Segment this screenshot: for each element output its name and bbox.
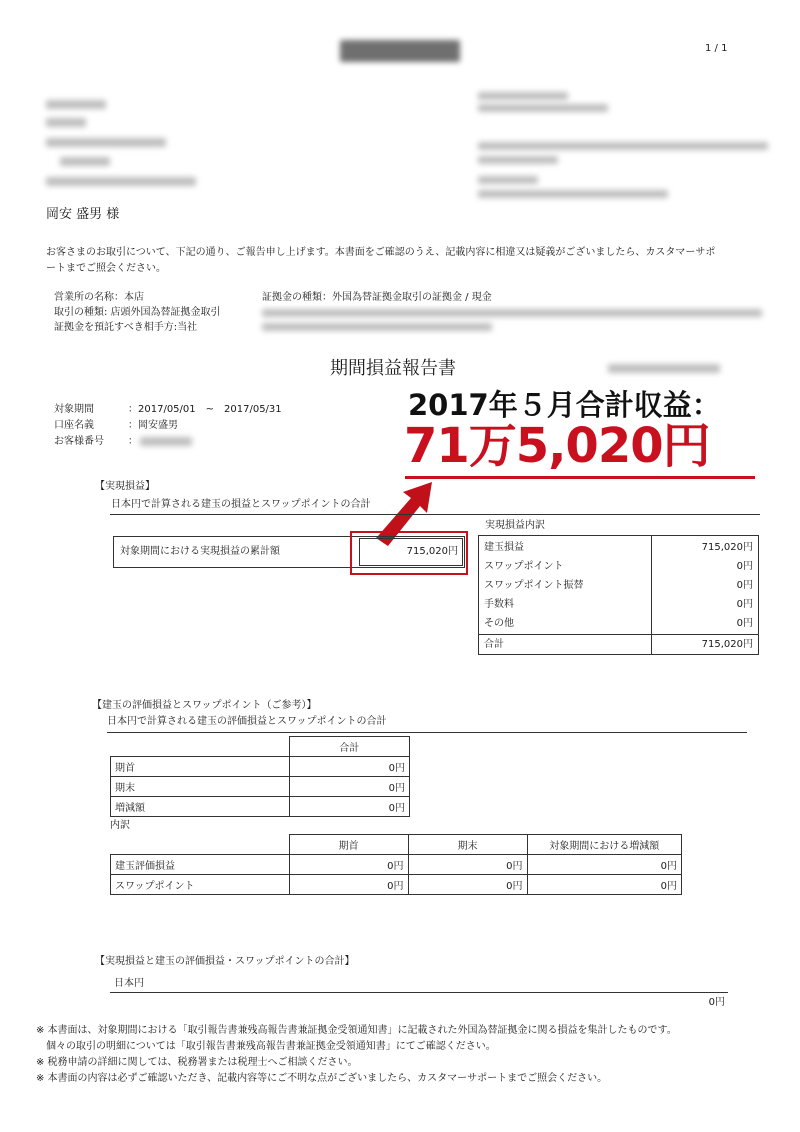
breakdown-total-line bbox=[478, 634, 759, 635]
valuation-detail-table bbox=[110, 834, 682, 895]
breakdown-value: 0円 bbox=[736, 580, 753, 591]
valuation-detail-title: 内訳 bbox=[110, 820, 130, 831]
blurred-logo bbox=[340, 40, 460, 62]
note-line: ※ 本書面の内容は必ずご確認いただき、記載内容等にご不明な点がございましたら、カスタマーサポートまでご照会ください。 bbox=[36, 1073, 608, 1084]
valuation-subtitle: 日本円で計算される建玉の評価損益とスワップポイントの合計 bbox=[107, 716, 387, 727]
breakdown-value: 0円 bbox=[736, 599, 753, 610]
margin-type: 証拠金の種類：外国為替証拠金取引の証拠金 / 現金 bbox=[262, 292, 492, 303]
note-line: ※ 税務申請の詳細に関しては、税務署または税理士へご相談ください。 bbox=[36, 1057, 358, 1068]
combined-value: 0円 bbox=[708, 997, 725, 1008]
valuation-section-title: 【建玉の評価損益とスワップポイント（ご参考）】 bbox=[92, 700, 317, 711]
blurred-recipient-address bbox=[46, 118, 86, 127]
detail-row-label: 建玉評価損益 bbox=[111, 855, 290, 875]
valuation-row-label: 期末 bbox=[111, 777, 290, 797]
detail-row-label: スワップポイント bbox=[111, 875, 290, 895]
detail-header: 期首 bbox=[289, 835, 408, 855]
customer-name: 岡安 盛男 様 bbox=[46, 207, 120, 222]
detail-value: 0円 bbox=[527, 875, 682, 895]
combined-section-title: 【実現損益と建玉の評価損益・スワップポイントの合計】 bbox=[95, 956, 355, 967]
report-title: 期間損益報告書 bbox=[330, 358, 456, 379]
blurred-recipient-address bbox=[46, 177, 196, 186]
period-value: ：2017/05/01 ~ 2017/05/31 bbox=[128, 404, 282, 415]
breakdown-label: スワップポイント bbox=[484, 561, 564, 572]
breakdown-value: 0円 bbox=[736, 561, 753, 572]
valuation-row-value: 0円 bbox=[289, 757, 410, 777]
cumulative-value: 715,020円 bbox=[406, 546, 458, 557]
breakdown-label: その他 bbox=[484, 618, 514, 629]
blurred-company-address bbox=[478, 92, 568, 100]
valuation-row-label: 増減額 bbox=[111, 797, 290, 817]
breakdown-value: 715,020円 bbox=[701, 542, 753, 553]
detail-header: 期末 bbox=[408, 835, 527, 855]
blurred-company-address bbox=[478, 156, 558, 164]
page-number: 1 / 1 bbox=[705, 43, 728, 54]
detail-value: 0円 bbox=[289, 855, 408, 875]
counterparty: 証拠金を預託すべき相手方:当社 bbox=[54, 322, 198, 333]
breakdown-label: 建玉損益 bbox=[484, 542, 524, 553]
blurred-company-address bbox=[478, 142, 768, 150]
blurred-company-address bbox=[478, 176, 538, 184]
breakdown-total-value: 715,020円 bbox=[701, 639, 753, 650]
valuation-divider bbox=[107, 732, 747, 733]
breakdown-label: 手数料 bbox=[484, 599, 514, 610]
blurred-business-detail bbox=[262, 309, 762, 317]
valuation-row-value: 0円 bbox=[289, 777, 410, 797]
realized-subtitle: 日本円で計算される建玉の損益とスワップポイントの合計 bbox=[111, 499, 371, 510]
intro-line-1: お客さまのお取引について、下記の通り、ご報告申し上げます。本書面をご確認のうえ、記載内容に相違又は疑義がございましたら、カスタマーサポ bbox=[46, 247, 716, 258]
combined-divider bbox=[110, 992, 728, 993]
valuation-total-table bbox=[110, 736, 410, 817]
office-name: 営業所の名称：本店 bbox=[54, 292, 144, 303]
intro-line-2: ートまでご照会ください。 bbox=[46, 263, 166, 274]
blurred-recipient-address bbox=[46, 100, 106, 109]
realized-divider bbox=[110, 514, 760, 515]
empty-cell bbox=[111, 737, 290, 757]
valuation-row-value: 0円 bbox=[289, 797, 410, 817]
blurred-recipient-address bbox=[60, 157, 110, 166]
blurred-recipient-address bbox=[46, 138, 166, 147]
breakdown-title: 実現損益内訳 bbox=[485, 520, 545, 531]
account-label: 口座名義 bbox=[54, 420, 94, 431]
detail-value: 0円 bbox=[408, 855, 527, 875]
callout-amount: 71万5,020円 bbox=[404, 418, 710, 474]
detail-value: 0円 bbox=[408, 875, 527, 895]
breakdown-divider bbox=[651, 535, 652, 655]
blurred-report-date bbox=[608, 364, 720, 373]
blurred-business-detail bbox=[262, 323, 492, 331]
customer-no-label: お客様番号 bbox=[54, 436, 104, 447]
breakdown-total-label: 合計 bbox=[484, 639, 504, 650]
callout-underline bbox=[405, 476, 755, 479]
combined-currency: 日本円 bbox=[114, 978, 144, 989]
customer-no-value: ： bbox=[128, 436, 138, 447]
note-line: ※ 本書面は、対象期間における「取引報告書兼残高報告書兼証拠金受領通知書」に記載された外国為替証拠金に関る損益を集計したものです。 bbox=[36, 1025, 677, 1036]
detail-value: 0円 bbox=[527, 855, 682, 875]
cumulative-label: 対象期間における実現損益の累計額 bbox=[120, 546, 280, 557]
blurred-company-address bbox=[478, 190, 668, 198]
detail-value: 0円 bbox=[289, 875, 408, 895]
period-label: 対象期間 bbox=[54, 404, 94, 415]
detail-header: 対象期間における増減額 bbox=[527, 835, 682, 855]
breakdown-value: 0円 bbox=[736, 618, 753, 629]
valuation-row-label: 期首 bbox=[111, 757, 290, 777]
trade-type: 取引の種類: 店頭外国為替証拠金取引 bbox=[54, 307, 221, 318]
callout-headline: 2017年５月合計収益： bbox=[408, 388, 721, 422]
breakdown-label: スワップポイント振替 bbox=[484, 580, 584, 591]
realized-section-title: 【実現損益】 bbox=[95, 481, 155, 492]
empty-cell bbox=[111, 835, 290, 855]
valuation-total-header: 合計 bbox=[289, 737, 410, 757]
account-value: ：岡安盛男 bbox=[128, 420, 178, 431]
note-line: 個々の取引の明細については「取引報告書兼残高報告書兼証拠金受領通知書」にてご確認ください。 bbox=[36, 1041, 496, 1052]
blurred-company-address bbox=[478, 104, 608, 112]
blurred-customer-number bbox=[140, 437, 192, 446]
